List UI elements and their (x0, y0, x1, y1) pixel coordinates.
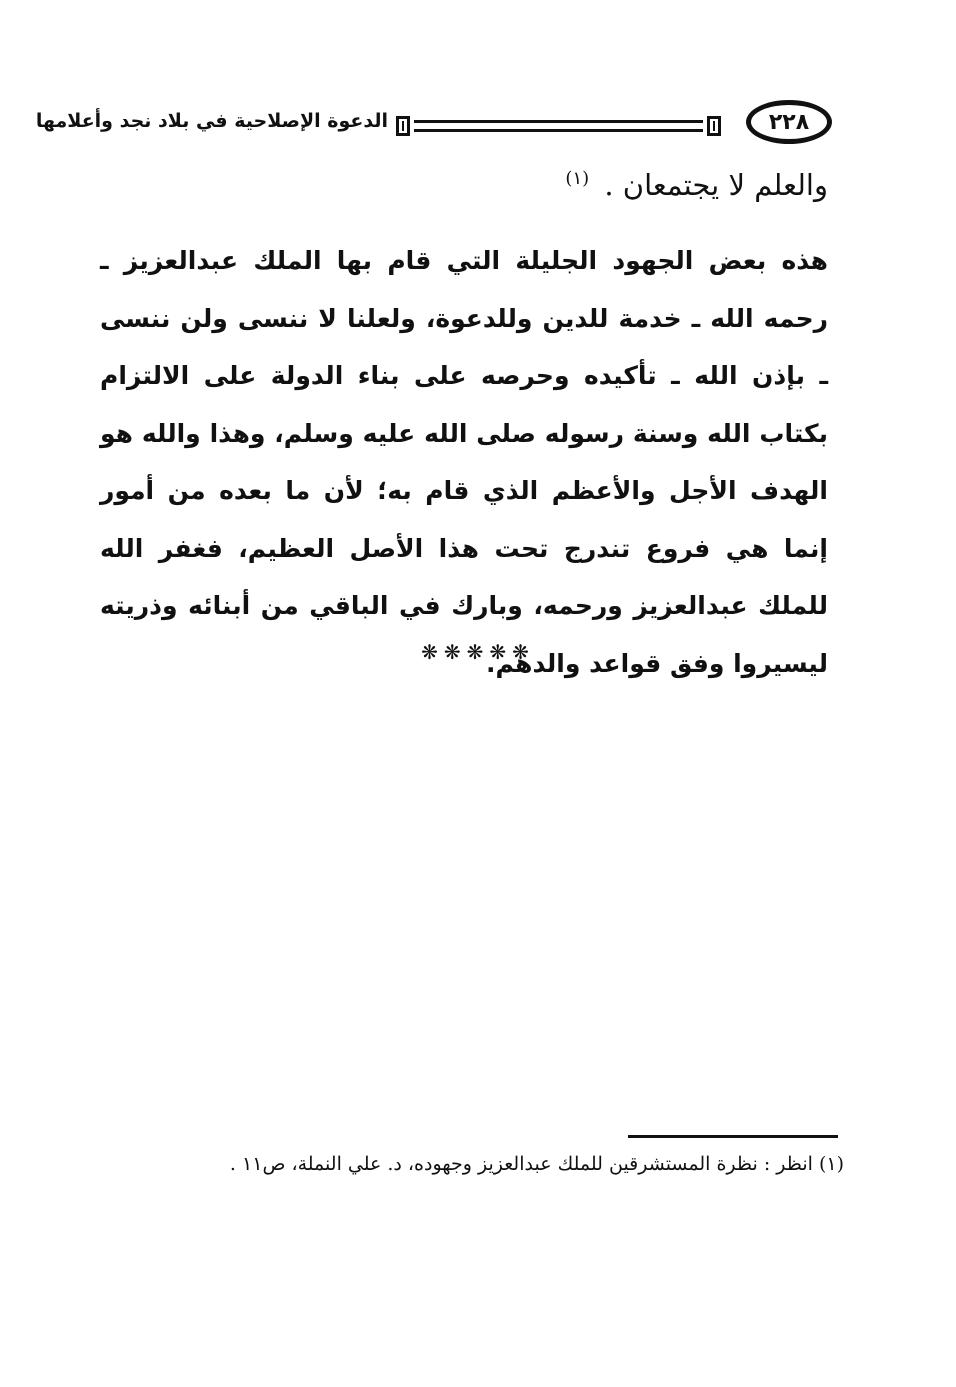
main-paragraph: هذه بعض الجهود الجليلة التي قام بها الملك عبدالعزيز ـ رحمه الله ـ خدمة للدين وللدعوة، ولعلنا لا ننسى ولن ننسى ـ بإذن الله ـ تأكيده وحرصه على بناء الدولة على الالتزام بكتاب الله وسنة رسوله صلى الله عليه وسلم، وهذا والله هو الهدف الأجل والأعظم الذي قام به؛ لأن ما بعده من أمور إنما هي فروع تندرج تحت هذا الأصل العظيم، فغفر الله للملك عبدالعزيز ورحمه، وبارك في الباقي من أبنائه وذريته ليسيروا وفق قواعد والدهم. (100, 246, 828, 678)
page-header (35, 96, 832, 152)
running-title: الدعوة الإصلاحية في بلاد نجد وأعلامها (35, 110, 388, 132)
opening-line-text: والعلم لا يجتمعان . (604, 168, 828, 202)
rule-end-block-left (396, 116, 410, 136)
footnote: (١) انظر : نظرة المستشرقين للملك عبدالعزيز وجهوده، د. علي النملة، ص١١ . (229, 1153, 844, 1175)
header-ornament-rule (396, 116, 721, 136)
opening-line (565, 168, 828, 202)
double-rule-line (414, 120, 703, 132)
footnote-divider (628, 1135, 838, 1138)
page-number-badge (746, 100, 832, 144)
section-separator: ❋❋❋❋❋ (421, 640, 535, 664)
page-number: ٢٢٨ (768, 109, 810, 135)
footnote-reference[interactable]: (١) (565, 168, 590, 190)
rule-end-block-right (707, 116, 721, 136)
